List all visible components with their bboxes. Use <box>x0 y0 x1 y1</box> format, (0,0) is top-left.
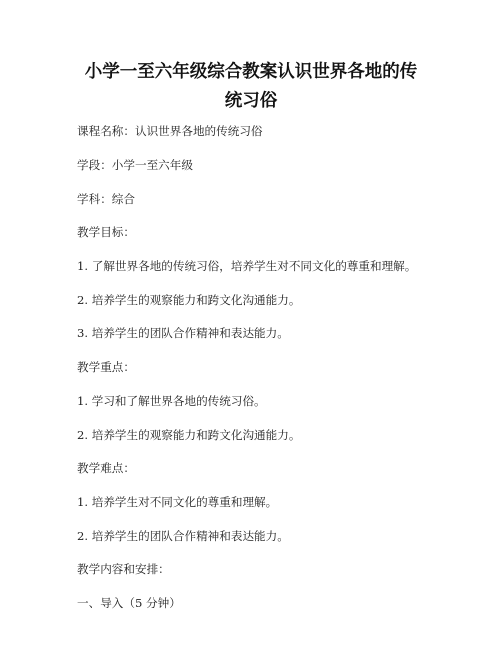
section-intro-heading: 一、导入（5 分钟） <box>77 596 181 610</box>
goals-heading: 教学目标： <box>77 225 135 239</box>
key-point-item-2: 2. 培养学生的观察能力和跨文化沟通能力。 <box>77 428 301 442</box>
difficulty-item-1: 1. 培养学生对不同文化的尊重和理解。 <box>77 495 278 509</box>
title-line-1: 小学一至六年级综合教案认识世界各地的传 <box>84 62 418 82</box>
key-point-item-1: 1. 学习和了解世界各地的传统习俗。 <box>77 394 266 408</box>
grade-level-line: 学段：小学一至六年级 <box>77 158 193 172</box>
subject-line: 学科：综合 <box>77 192 135 206</box>
course-name-line: 课程名称：认识世界各地的传统习俗 <box>77 124 263 138</box>
key-points-heading: 教学重点： <box>77 360 135 374</box>
goal-item-3: 3. 培养学生的团队合作精神和表达能力。 <box>77 326 289 340</box>
title-line-2: 统习俗 <box>224 91 278 111</box>
content-heading: 教学内容和安排： <box>77 562 170 576</box>
goal-item-2: 2. 培养学生的观察能力和跨文化沟通能力。 <box>77 293 301 307</box>
goal-item-1: 1. 了解世界各地的传统习俗，培养学生对不同文化的尊重和理解。 <box>77 259 417 273</box>
difficulty-item-2: 2. 培养学生的团队合作精神和表达能力。 <box>77 529 289 543</box>
difficulties-heading: 教学难点： <box>77 461 135 475</box>
document-title <box>60 58 442 116</box>
